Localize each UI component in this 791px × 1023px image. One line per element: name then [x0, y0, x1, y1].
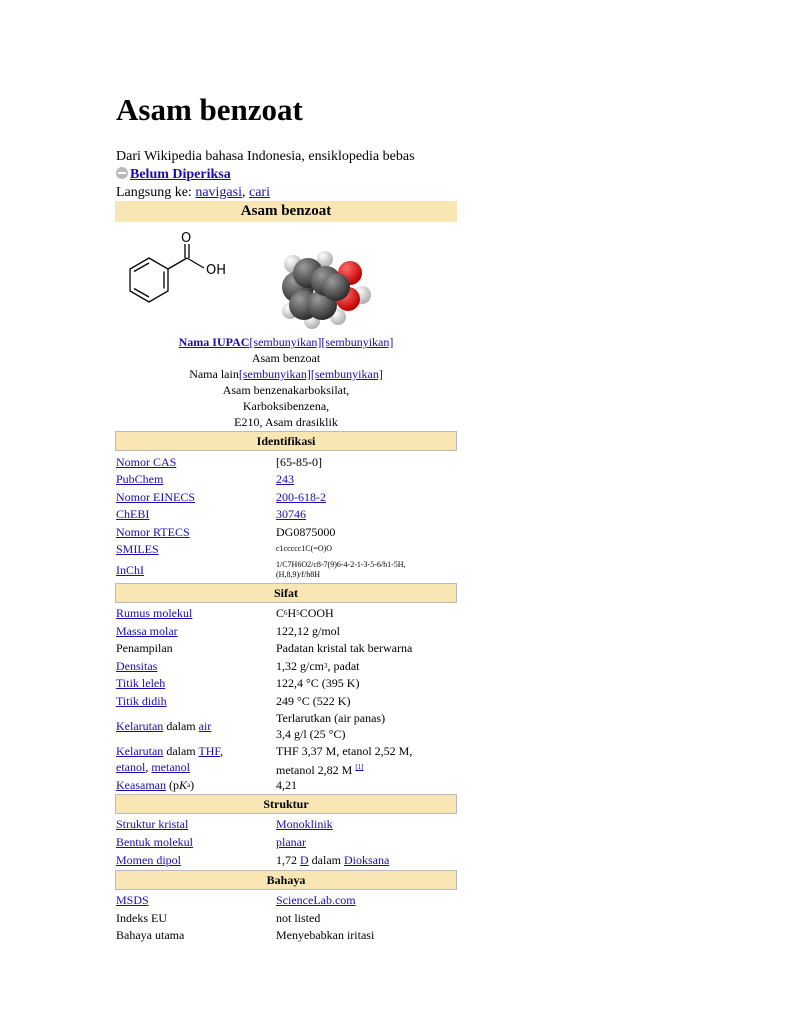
section-header-identifikasi: Identifikasi — [115, 431, 457, 451]
search-link[interactable]: cari — [248, 185, 270, 200]
infobox — [115, 201, 457, 944]
infobox-names — [115, 334, 457, 430]
table-row: Penampilan Padatan kristal tak berwarna — [116, 641, 413, 655]
section-header-struktur: Struktur — [115, 794, 457, 814]
section-header-sifat: Sifat — [115, 583, 457, 603]
hide-toggle-1[interactable]: [sembunyikan] — [249, 335, 322, 349]
review-status-link[interactable]: Belum Diperiksa — [130, 167, 231, 182]
table-row: Titik didih 249 °C (522 K) — [116, 693, 351, 708]
table-row: Densitas 1,32 g/cm 3 , padat — [116, 658, 360, 673]
iupac-name-value: Asam benzoat — [251, 351, 321, 365]
table-row: Bahaya utama Menyebabkan iritasi — [116, 928, 375, 942]
table-row: Kelarutan dalam air Terlarutkan (air panas) 3,4 g/l (25 °C) — [116, 710, 386, 741]
table-row: Kelarutan dalam THF, etanol, metanol THF 3,37 M, etanol 2,52 M, metanol 2,82 M [1] — [116, 744, 413, 777]
page-title: Asam benzoat — [116, 92, 303, 127]
table-row: Massa molar 122,12 g/mol — [116, 623, 341, 638]
table-row: SMILES c1ccccc1C(=O)O — [116, 542, 333, 556]
space-filling-model-image — [278, 251, 388, 331]
table-row: Rumus molekul C 6 H 5 COOH — [116, 606, 334, 620]
skeletal-formula-image — [121, 231, 241, 330]
table-row: Nomor EINECS 200-618-2 — [116, 489, 326, 504]
hide-toggle-3[interactable]: [sembunyikan] — [238, 367, 311, 381]
minus-circle-icon — [116, 167, 128, 179]
table-row: Keasaman (p K a ) 4,21 — [116, 777, 297, 792]
table-row: Nomor RTECS DG0875000 — [116, 524, 336, 539]
other-name: E210, Asam drasiklik — [234, 415, 338, 429]
infobox-images — [115, 222, 457, 334]
hide-toggle-2[interactable]: [sembunyikan] — [321, 335, 394, 349]
hide-toggle-4[interactable]: [sembunyikan] — [310, 367, 383, 381]
jump-to: Langsung ke: navigasi, cari — [116, 185, 270, 200]
table-row: Titik leleh 122,4 °C (395 K) — [116, 676, 360, 690]
page-subtitle: Dari Wikipedia bahasa Indonesia, ensiklopedia bebas — [116, 149, 415, 164]
table-row: Indeks EU not listed — [116, 910, 321, 925]
review-flag — [116, 166, 231, 183]
table-row: MSDS ScienceLab.com — [116, 893, 356, 907]
navigation-link[interactable]: navigasi — [195, 185, 242, 200]
iupac-name-link[interactable]: Nama IUPAC — [178, 335, 250, 349]
hydroxyl-label: OH — [206, 263, 227, 278]
infobox-title: Asam benzoat — [115, 201, 457, 222]
table-row: Momen dipol 1,72 D dalam Dioksana — [116, 853, 390, 867]
oxygen-label: O — [181, 231, 192, 246]
table-row: Nomor CAS [65-85-0] — [116, 454, 322, 469]
section-header-bahaya: Bahaya — [115, 870, 457, 890]
table-row: ChEBI 30746 — [116, 507, 306, 521]
other-names-label: Nama lain — [189, 367, 239, 381]
table-row: Struktur kristal Monoklinik — [116, 817, 333, 831]
other-name: Asam benzenakarboksilat, — [222, 383, 350, 397]
table-row: PubChem 243 — [116, 472, 294, 486]
table-row: Bentuk molekul planar — [116, 835, 306, 849]
reference-link[interactable]: [1] — [355, 763, 364, 771]
other-name: Karboksibenzena, — [242, 399, 330, 413]
table-row: InChI 1/C7H6O2/c8-7(9)6-4-2-1-3-5-6/h1-5H, (H,8,9)/f/h8H — [116, 560, 406, 579]
